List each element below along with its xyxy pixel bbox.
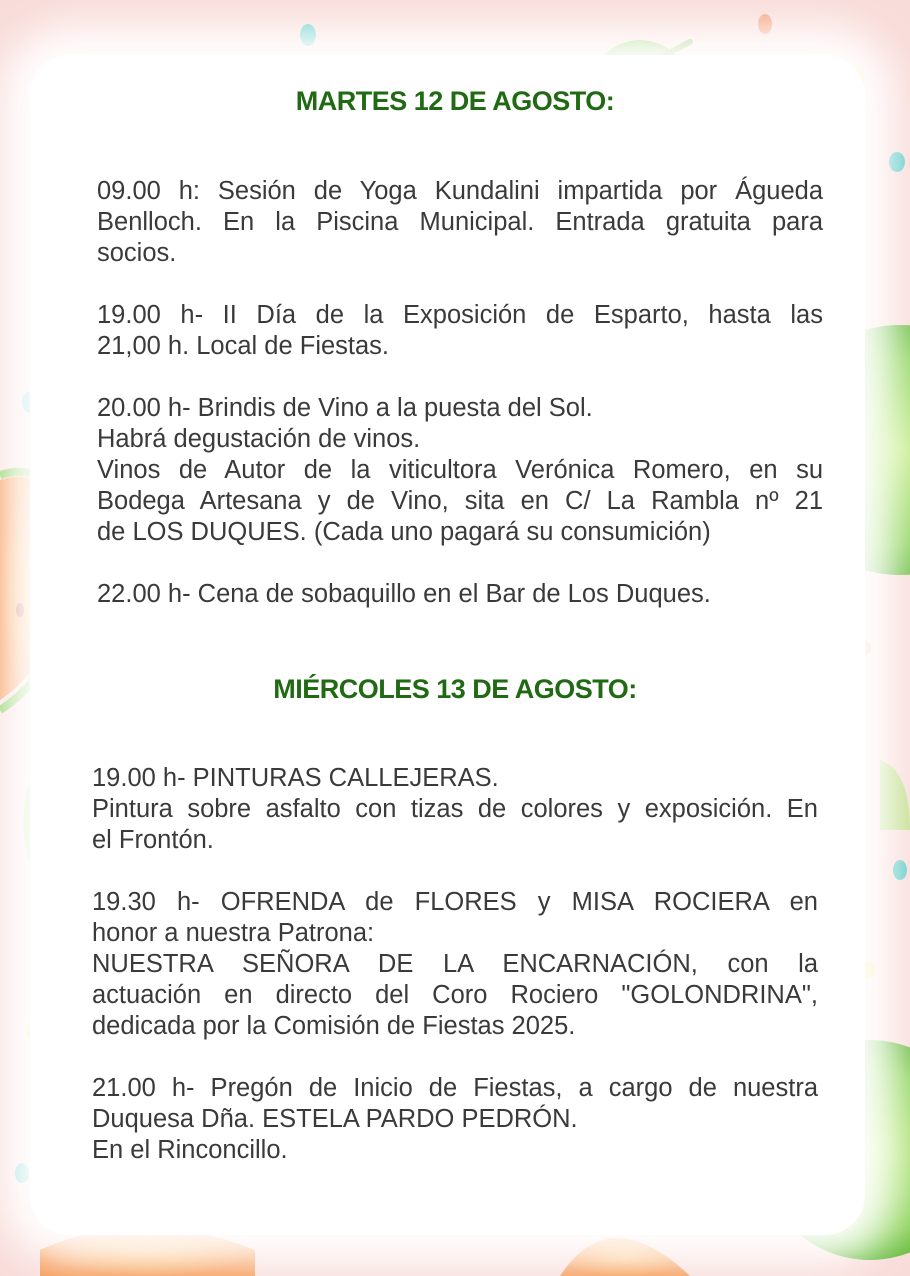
event-text-line: Pintura sobre asfalto con tizas de colores y exposición. En [92, 795, 818, 823]
tuesday-schedule [97, 176, 823, 641]
event-text-line: dedicada por la Comisión de Fiestas 2025. [92, 1012, 576, 1040]
watermelon-bottom-right [560, 1238, 690, 1276]
event-text-line: Bodega Artesana y de Vino, sita en C/ La Rambla nº 21 [97, 487, 823, 515]
wednesday-schedule [92, 763, 818, 1197]
event-text-line: 20.00 h- Brindis de Vino a la puesta del Sol. [97, 394, 593, 422]
event-item [97, 393, 823, 548]
event-text-line: Habrá degustación de vinos. [97, 425, 421, 453]
event-text-line: 09.00 h: Sesión de Yoga Kundalini impartida por Águeda [97, 177, 823, 205]
event-item [97, 300, 823, 362]
event-text-line: 19.00 h- II Día de la Exposición de Esparto, hasta las [97, 301, 823, 329]
day-heading-tuesday: MARTES 12 DE AGOSTO: [295, 86, 615, 116]
event-text-line: el Frontón. [92, 826, 214, 854]
event-text-line: 21.00 h- Pregón de Inicio de Fiestas, a cargo de nuestra [92, 1074, 818, 1102]
event-text-line: En el Rinconcillo. [92, 1136, 288, 1164]
day-heading-wednesday: MIÉRCOLES 13 DE AGOSTO: [273, 674, 637, 704]
event-text-line: 19.00 h- PINTURAS CALLEJERAS. [92, 764, 499, 792]
event-text-line: 19.30 h- OFRENDA de FLORES y MISA ROCIERA en [92, 888, 818, 916]
event-text-line: socios. [97, 239, 177, 267]
event-text-line: 22.00 h- Cena de sobaquillo en el Bar de Los Duques. [97, 580, 711, 608]
event-text-line: Benlloch. En la Piscina Municipal. Entrada gratuita para [97, 208, 823, 236]
event-item [92, 763, 818, 856]
event-text-line: honor a nuestra Patrona: [92, 919, 375, 947]
event-item [92, 1073, 818, 1166]
event-item [97, 176, 823, 269]
event-text-line: NUESTRA SEÑORA DE LA ENCARNACIÓN, con la [92, 950, 818, 978]
event-item [92, 887, 818, 1042]
event-text-line: Vinos de Autor de la viticultora Verónica Romero, en su [97, 456, 823, 484]
event-item [97, 579, 823, 610]
melon-slice-right [880, 760, 910, 830]
event-text-line: Duquesa Dña. ESTELA PARDO PEDRÓN. [92, 1105, 578, 1133]
event-text-line: de LOS DUQUES. (Cada uno pagará su consumición) [97, 518, 711, 546]
event-text-line: actuación en directo del Coro Rociero "GOLONDRINA", [92, 981, 818, 1009]
event-text-line: 21,00 h. Local de Fiestas. [97, 332, 390, 360]
